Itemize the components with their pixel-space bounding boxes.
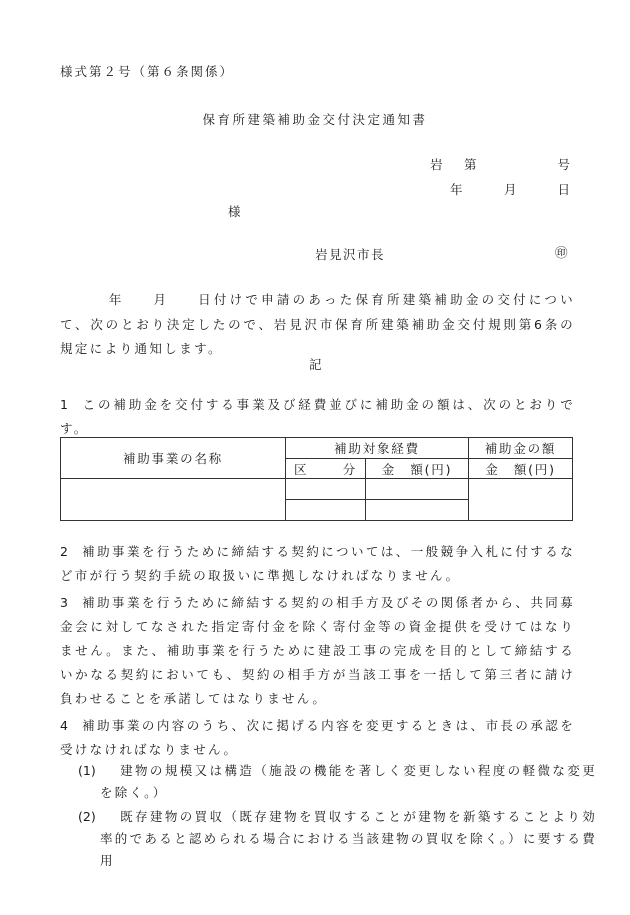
header-eligible-cost: 補助対象経費 xyxy=(286,438,469,459)
header-subsidy-amount: 補助金の額 xyxy=(469,438,573,459)
subheader-cost-amount: 金 額(円) xyxy=(366,459,469,479)
ref-dai: 第 xyxy=(464,157,477,172)
cell-kubun-2 xyxy=(286,500,366,521)
subheader-kubun xyxy=(286,459,366,479)
item-4-text: 補助事業の内容のうち、次に掲げる内容を変更するときは、市長の承認を受けなければなりません。 xyxy=(60,718,575,757)
subitem-2-number: (2) xyxy=(78,809,96,824)
sender-name: 岩見沢市長 xyxy=(315,247,386,262)
item-1-number: 1 xyxy=(60,397,68,412)
kubun-char-2: 分 xyxy=(342,461,357,477)
kubun-char-1: 区 xyxy=(294,461,309,477)
item-2-text: 補助事業を行うために締結する契約については、一般競争入札に付するなど市が行う契約手続の取扱いに準拠しなければなりません。 xyxy=(60,544,575,583)
cell-project-name xyxy=(61,479,286,521)
addressee-suffix: 様 xyxy=(228,204,241,219)
form-label: 様式第２号（第６条関係） xyxy=(60,64,235,79)
item-3 xyxy=(60,591,575,711)
cell-cost-1 xyxy=(366,479,469,500)
body-year: 年 xyxy=(108,292,125,307)
subitem-1 xyxy=(78,760,597,804)
subitem-1-number: (1) xyxy=(78,763,96,778)
body-paragraph xyxy=(60,288,575,362)
item-3-number: 3 xyxy=(60,595,68,610)
subitem-2-text: 既存建物の買収（既存建物を買収することが建物を新築することより効率的であると認められる場合における当該建物の買収を除く。）に要する費用 xyxy=(100,809,597,868)
cell-subsidy xyxy=(469,479,573,521)
item-4-number: 4 xyxy=(60,718,68,733)
date-year: 年 xyxy=(450,182,463,197)
body-text: 日付けで申請のあった保育所建築補助金の交付について、次のとおり決定したので、岩見沢市保育所建築補助金交付規則第6条の規定により通知します。 xyxy=(60,292,576,356)
item-2 xyxy=(60,540,575,588)
item-3-text: 補助事業を行うために締結する契約の相手方及びその関係者から、共同募金会に対してなされた指定寄付金を除く寄付金等の資金提供を受けてはなりません。また、補助事業を行うために建設工事の完成を目的として締結するいかなる契約においても、契約の相手方が当該工事を一括して第三者に請け負わせることを承諾してはなりません。 xyxy=(60,595,575,706)
ref-go: 号 xyxy=(557,157,570,172)
item-4 xyxy=(60,714,575,762)
date-month: 月 xyxy=(504,182,517,197)
item-1-text: この補助金を交付する事業及び経費並びに補助金の額は、次のとおりです。 xyxy=(60,397,575,436)
subitem-2 xyxy=(78,806,597,872)
item-1 xyxy=(60,393,575,441)
header-project-name: 補助事業の名称 xyxy=(61,438,286,479)
item-2-number: 2 xyxy=(60,544,68,559)
seal-mark: ㊞ xyxy=(555,245,568,260)
cell-kubun-1 xyxy=(286,479,366,500)
ki-heading: 記 xyxy=(309,357,322,372)
date-day: 日 xyxy=(557,182,570,197)
cell-cost-2 xyxy=(366,500,469,521)
subsidy-table xyxy=(60,437,573,521)
subitem-1-text: 建物の規模又は構造（施設の機能を著しく変更しない程度の軽微な変更を除く。） xyxy=(100,763,597,800)
document-title: 保育所建築補助金交付決定通知書 xyxy=(202,112,428,127)
subheader-subsidy-yen: 金 額(円) xyxy=(469,459,573,479)
ref-prefix: 岩 xyxy=(430,157,443,172)
body-month: 月 xyxy=(152,292,170,307)
